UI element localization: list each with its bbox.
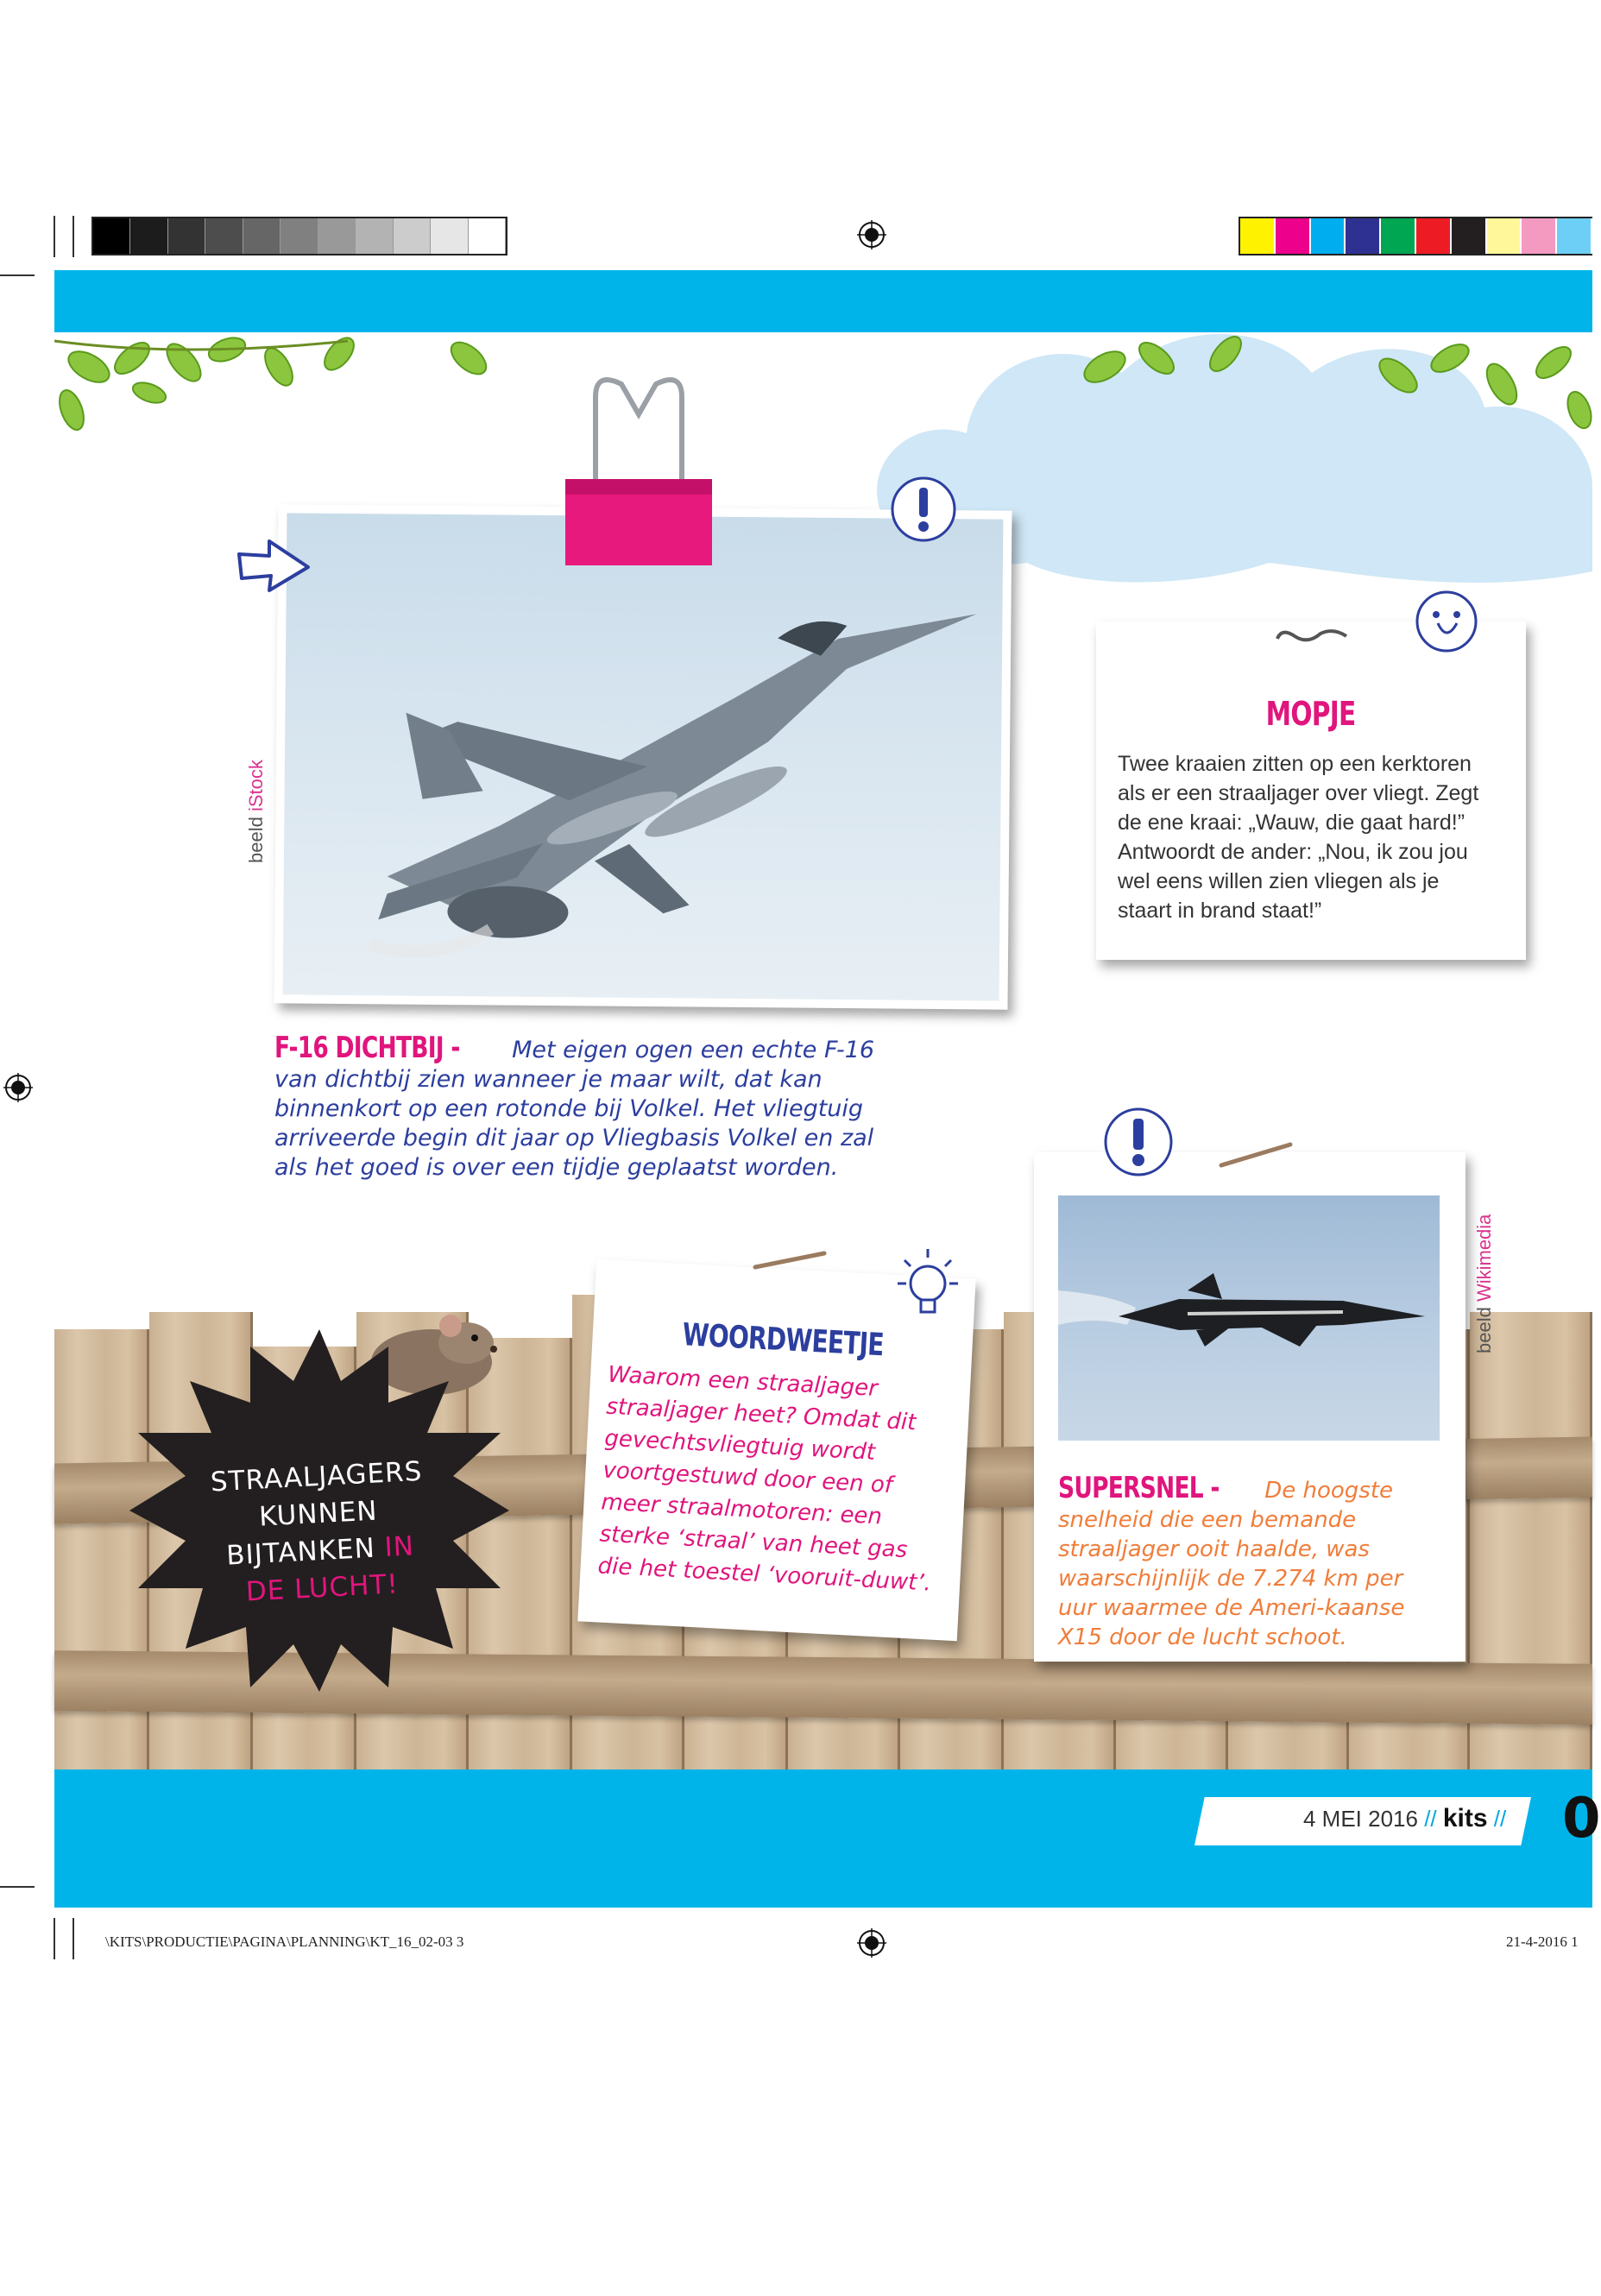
registration-mark-icon [3, 1073, 33, 1102]
x15-photo-credit [1473, 1214, 1496, 1353]
pin-stick-icon [1217, 1139, 1295, 1170]
crop-mark [54, 216, 55, 257]
credit-label: beeld [245, 811, 267, 863]
burst-text [161, 1451, 479, 1616]
credit-label: beeld [1473, 1302, 1495, 1353]
x15-photo [1058, 1195, 1440, 1441]
crop-mark [72, 216, 74, 257]
lightbulb-icon [889, 1245, 967, 1331]
crop-mark [0, 1886, 35, 1888]
burst-line: BIJTANKEN [225, 1532, 386, 1572]
paperclip-icon [1273, 623, 1351, 649]
x15-jet-illustration [1058, 1195, 1440, 1441]
f16-title: F-16 DICHTBIJ - [274, 1031, 460, 1065]
footer-separator: // [1487, 1806, 1507, 1832]
cmyk-color-bar [1239, 217, 1592, 255]
leaves-left-decoration [54, 332, 503, 453]
page-number: 0 [1562, 1787, 1601, 1851]
exclamation-icon [1101, 1105, 1176, 1179]
burst-highlight: DE LUCHT! [244, 1568, 400, 1608]
mopje-note [1096, 621, 1526, 960]
arrow-right-icon [235, 537, 312, 597]
woordweetje-text: Waarom een straaljager straaljager heet? Omdat dit gevechtsvliegtuig wordt voortgestuwd door een of meer straalmotoren: een sterke ‘straal’ van heet gas die het toestel ‘vooruit-duwt’. [596, 1361, 932, 1597]
slug-left: \KITS\PRODUCTIE\PAGINA\PLANNING\KT_16_02-03 3 [105, 1933, 464, 1950]
crop-mark [72, 1918, 74, 1959]
slug-right: 21-4-2016 1 [1506, 1933, 1579, 1950]
mopje-text: Twee kraaien zitten op een kerktoren als er een straaljager over vliegt. Zegt de ene kraai: „Wauw, die gaat hard!” Antwoordt de ander: „Nou, ik zou jou wel eens willen zien vliegen als je staart in brand staat!” [1118, 752, 1479, 923]
f16-photo [283, 513, 1004, 1000]
x15-text: De hoogste snelheid die een bemande straaljager ooit haalde, was waarschijnlijk de 7.274 km per uur waarmee de Ameri-kaanse X15 door de lucht schoot. [1058, 1478, 1405, 1650]
crop-mark [0, 274, 35, 276]
f16-photo-frame [274, 504, 1012, 1009]
exclamation-icon [889, 475, 958, 544]
f16-photo-credit [245, 760, 268, 863]
smiley-icon [1414, 589, 1479, 654]
f16-text: Met eigen ogen een echte F-16 van dichtbij zien wanneer je maar wilt, dat kan binnenkort op een rotonde bij Volkel. Het vliegtuig arriveerde begin dit jaar op Vliegbasis Volkel en zal als het goed is over een tijdje geplaatst worden. [274, 1037, 875, 1181]
crop-mark [54, 1918, 55, 1959]
credit-source: iStock [245, 760, 267, 812]
registration-mark-icon [857, 1928, 886, 1958]
x15-note [1034, 1152, 1465, 1662]
burst-line: KUNNEN [258, 1495, 379, 1533]
leaves-right-decoration [1070, 332, 1592, 462]
footer-brand: kits [1442, 1804, 1488, 1832]
footer-separator: // [1424, 1806, 1443, 1832]
burst-highlight: IN [383, 1530, 415, 1564]
pin-stick-icon [751, 1250, 829, 1271]
mopje-title: MOPJE [1266, 695, 1356, 733]
grayscale-color-bar [91, 217, 507, 255]
binder-clip-icon [561, 363, 716, 570]
footer-date: 4 MEI 2016 [1303, 1806, 1425, 1832]
f16-jet-illustration [283, 513, 1004, 1000]
x15-caption [1058, 1473, 1447, 1652]
woordweetje-title: WOORDWEETJE [681, 1317, 885, 1364]
footer-issue [1303, 1804, 1506, 1833]
burst-line: STRAALJAGERS [210, 1455, 424, 1498]
x15-title: SUPERSNEL - [1058, 1471, 1220, 1505]
f16-caption [274, 1033, 896, 1183]
credit-source: Wikimedia [1473, 1214, 1495, 1303]
registration-mark-icon [857, 220, 886, 249]
